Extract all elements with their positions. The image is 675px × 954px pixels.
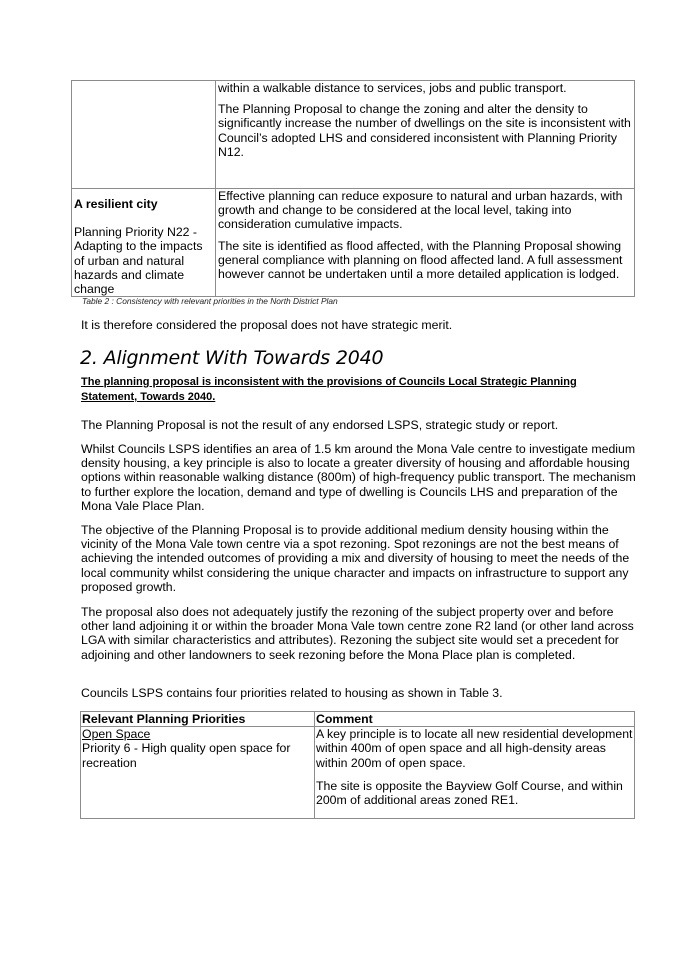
- section-heading: 2. Alignment With Towards 2040: [80, 347, 384, 369]
- table-row: [81, 727, 635, 819]
- table-cell-comment: [216, 81, 635, 189]
- body-paragraph: The objective of the Planning Proposal is to provide additional medium density housing within the vicinity of the Mona Vale town centre via a spot rezoning. Spot rezonings are not the best means of achieving the intended outcomes of providing a mix and diversity of housing to meet the needs of the local community whilst considering the unique character and impacts on infrastructure to support any proposed growth.: [81, 523, 630, 594]
- body-paragraph: The proposal also does not adequately justify the rezoning of the subject property over and before other land adjoining it or within the broader Mona Vale town centre zone R2 land (or other land across LGA with similar characteristics and attributes). Rezoning the subject site would set a precedent for adjoining and other landowners to seek rezoning before the Mona Place plan is completed.: [81, 605, 634, 662]
- priority-text: Priority 6 - High quality open space for recreation: [82, 741, 291, 770]
- cell-paragraph: The Planning Proposal to change the zoning and alter the density to significantly increase the number of dwellings on the site is inconsistent with Council’s adopted LHS and considered inconsistent with Planning Priority N12.: [218, 102, 631, 159]
- body-paragraph: Whilst Councils LSPS identifies an area of 1.5 km around the Mona Vale centre to investigate medium density housing, a key principle is also to locate a greater diversity of housing and affordable housing options within reasonable walking distance (800m) of high-frequency public transport. The mechanism to further explore the location, demand and type of dwelling is Councils LHS and preparation of the Mona Vale Place Plan.: [81, 442, 636, 513]
- cell-paragraph: Effective planning can reduce exposure to natural and urban hazards, with growth and change to be considered at the local level, taking into consideration cumulative impacts.: [218, 189, 623, 232]
- table-row: [72, 189, 635, 297]
- table-cell-comment: [216, 189, 635, 297]
- section-subheading: The planning proposal is inconsistent with the provisions of Councils Local Strategic Planning Statement, Towards 2040.: [81, 376, 577, 403]
- column-header: Relevant Planning Priorities: [81, 712, 315, 727]
- table-cell-empty: [72, 81, 216, 189]
- cell-paragraph: A key principle is to locate all new residential development within 400m of open space and all high-density areas within 200m of open space.: [316, 727, 633, 770]
- cell-paragraph: The site is opposite the Bayview Golf Course, and within 200m of additional areas zoned RE1.: [316, 778, 623, 808]
- body-paragraph: The Planning Proposal is not the result of any endorsed LSPS, strategic study or report.: [81, 418, 559, 432]
- table-cell-priority: [81, 727, 315, 819]
- priority-title: Open Space: [82, 727, 151, 742]
- conclusion-text: It is therefore considered the proposal does not have strategic merit.: [81, 318, 453, 332]
- cell-paragraph: The site is identified as flood affected, with the Planning Proposal showing general compliance with planning on flood affected land. A full assessment however cannot be undertaken until a more detailed application is lodged.: [218, 238, 623, 282]
- table-caption: Table 2 : Consistency with relevant priorities in the North District Plan: [82, 296, 338, 306]
- housing-priorities-table: [80, 711, 635, 819]
- table-row: [72, 81, 635, 189]
- body-paragraph: Councils LSPS contains four priorities related to housing as shown in Table 3.: [81, 686, 503, 700]
- cell-paragraph: within a walkable distance to services, jobs and public transport.: [218, 81, 567, 95]
- priorities-table: [71, 80, 635, 297]
- table-cell-priority: [72, 189, 216, 297]
- table-cell-comment: [315, 727, 635, 819]
- table-header-row: [81, 712, 635, 727]
- column-header: Comment: [315, 712, 635, 727]
- priority-text: Planning Priority N22 - Adapting to the impacts of urban and natural hazards and climate change: [74, 225, 203, 297]
- priority-title: A resilient city: [74, 197, 158, 211]
